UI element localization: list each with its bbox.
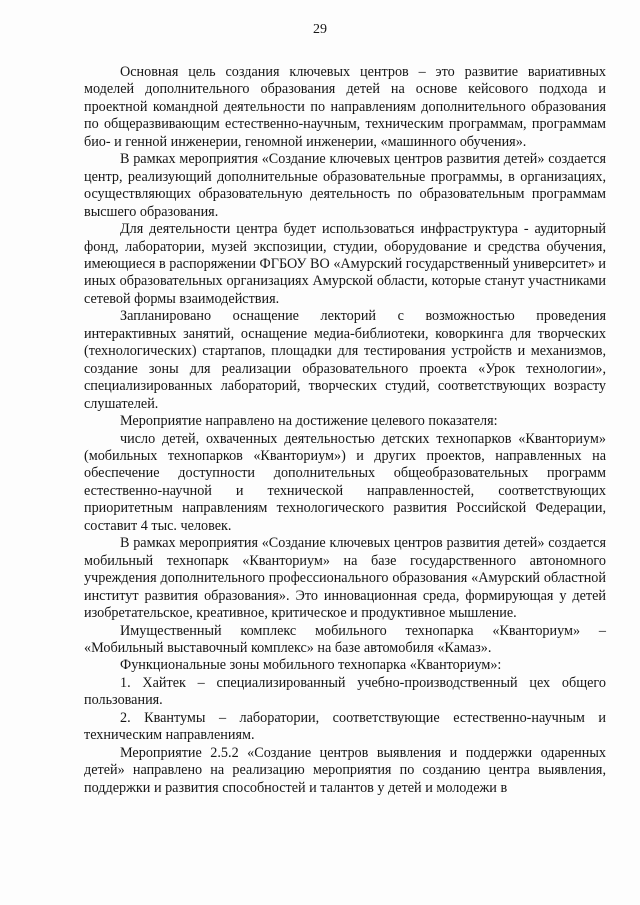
paragraph-indicator-value: число детей, охваченных деятельностью детских технопарков «Кванториум» (мобильных технопарков «Кванториум») и других проектов, направленных на обеспечение доступности дополнительных общеобразовательных программ естественно-научной и технической направленностей, соответствующих приоритетным направлениям технологического развития Российской Федерации, составит 4 тыс. человек. [84, 430, 606, 534]
paragraph-infrastructure: Для деятельности центра будет использоваться инфраструктура - аудиторный фонд, лаборатории, музей экспозиции, студии, оборудование и средства обучения, имеющиеся в распоряжении ФГБОУ ВО «Амурский государственный университет» и иных образовательных организациях Амурской области, которые станут участниками сетевой формы взаимодействия. [84, 221, 606, 307]
paragraph-equipment: Запланировано оснащение лекторий с возможностью проведения интерактивных занятий, оснащение медиа-библиотеки, коворкинга для творческих (технологических) стартапов, площадки для тестирования устройств и механизмов, создание зоны для реализации образовательного проекта «Урок технологии», специализированных лабораторий, творческих студий, соответствующих возрасту слушателей. [84, 308, 606, 412]
paragraph-property-complex: Имущественный комплекс мобильного технопарка «Кванториум» – «Мобильный выставочный комплекс» на базе автомобиля «Камаз». [84, 622, 606, 656]
list-item-quantums: 2. Квантумы – лаборатории, соответствующие естественно-научным и техническим направлениям. [84, 709, 606, 744]
document-body [84, 64, 606, 797]
paragraph-functional-zones: Функциональные зоны мобильного технопарка «Кванториум»: [120, 657, 502, 674]
paragraph-key-centers: В рамках мероприятия «Создание ключевых центров развития детей» создается центр, реализующий дополнительные образовательные программы, в организациях, осуществляющих образовательную деятельность по образовательным программам высшего образования. [84, 151, 606, 220]
page-number: 29 [313, 22, 327, 37]
paragraph-measure-2-5-2: Мероприятие 2.5.2 «Создание центров выявления и поддержки одаренных детей» направлено на реализацию мероприятия по созданию центра выявления, поддержки и развития способностей и талантов у детей и молодежи в [84, 744, 606, 796]
paragraph-target-indicator: Мероприятие направлено на достижение целевого показателя: [120, 413, 498, 430]
paragraph-mobile-technopark: В рамках мероприятия «Создание ключевых центров развития детей» создается мобильный технопарк «Кванториум» на базе государственного автономного учреждения дополнительного профессионального образования «Амурский областной институт развития образования». Это инновационная среда, формирующая у детей изобретательское, креативное, критическое и продуктивное мышление. [84, 535, 606, 622]
paragraph-goal: Основная цель создания ключевых центров – это развитие вариативных моделей дополнительного образования детей на основе кейсового подхода и проектной командной деятельности по направлениям дополнительного образования по общеразвивающим естественно-научным, техническим программам, программам био- и генной инженерии, геномной инженерии, «машинного обучения». [84, 64, 606, 150]
list-item-hitech: 1. Хайтек – специализированный учебно-производственный цех общего пользования. [84, 674, 606, 709]
